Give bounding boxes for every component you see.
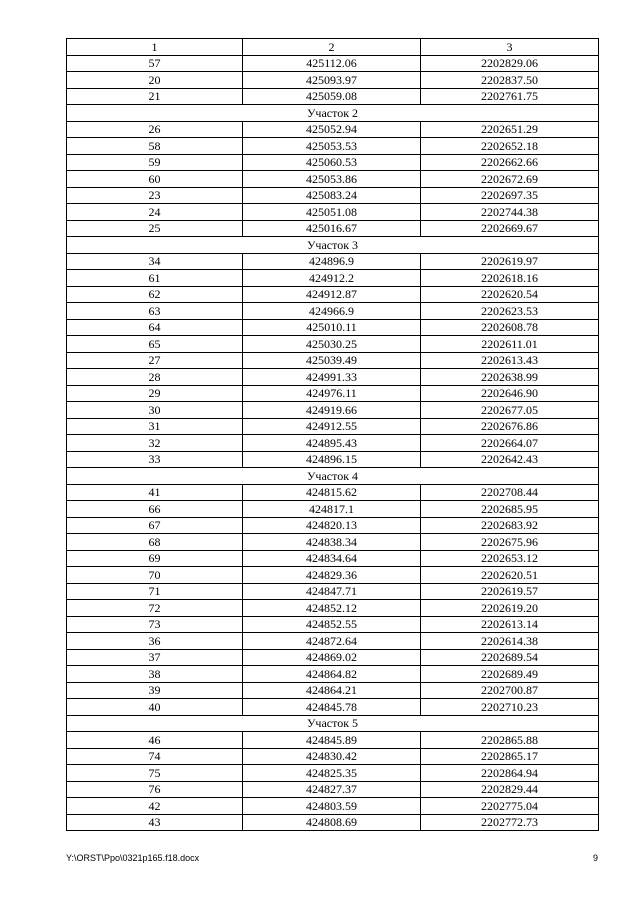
table-row	[67, 484, 599, 501]
table-row	[67, 435, 599, 452]
x-coordinate-cell: 425052.94	[243, 121, 421, 138]
point-number-cell: 65	[67, 336, 243, 353]
column-header-1: 1	[67, 39, 243, 56]
x-coordinate-cell: 424912.55	[243, 418, 421, 435]
x-coordinate-cell: 424845.78	[243, 699, 421, 716]
x-coordinate-cell: 424817.1	[243, 501, 421, 518]
point-number-cell: 43	[67, 814, 243, 831]
table-row	[67, 204, 599, 221]
table-row	[67, 385, 599, 402]
table-row	[67, 732, 599, 749]
x-coordinate-cell: 424829.36	[243, 567, 421, 584]
y-coordinate-cell: 2202829.06	[421, 55, 599, 72]
y-coordinate-cell: 2202689.49	[421, 666, 599, 683]
y-coordinate-cell: 2202620.51	[421, 567, 599, 584]
x-coordinate-cell: 425053.53	[243, 138, 421, 155]
x-coordinate-cell: 424852.55	[243, 616, 421, 633]
y-coordinate-cell: 2202710.23	[421, 699, 599, 716]
x-coordinate-cell: 424976.11	[243, 385, 421, 402]
point-number-cell: 31	[67, 418, 243, 435]
y-coordinate-cell: 2202772.73	[421, 814, 599, 831]
x-coordinate-cell: 425016.67	[243, 220, 421, 237]
y-coordinate-cell: 2202642.43	[421, 451, 599, 468]
y-coordinate-cell: 2202700.87	[421, 682, 599, 699]
x-coordinate-cell: 424919.66	[243, 402, 421, 419]
y-coordinate-cell: 2202685.95	[421, 501, 599, 518]
table-row	[67, 220, 599, 237]
table-row	[67, 303, 599, 320]
y-coordinate-cell: 2202708.44	[421, 484, 599, 501]
point-number-cell: 21	[67, 88, 243, 105]
y-coordinate-cell: 2202623.53	[421, 303, 599, 320]
y-coordinate-cell: 2202620.54	[421, 286, 599, 303]
y-coordinate-cell: 2202651.29	[421, 121, 599, 138]
table-row	[67, 138, 599, 155]
section-title: Участок 4	[67, 468, 599, 485]
table-row	[67, 55, 599, 72]
point-number-cell: 72	[67, 600, 243, 617]
table-row	[67, 534, 599, 551]
point-number-cell: 71	[67, 583, 243, 600]
y-coordinate-cell: 2202613.43	[421, 352, 599, 369]
x-coordinate-cell: 425051.08	[243, 204, 421, 221]
y-coordinate-cell: 2202837.50	[421, 72, 599, 89]
table-row	[67, 336, 599, 353]
section-row	[67, 237, 599, 254]
table-row	[67, 666, 599, 683]
point-number-cell: 34	[67, 253, 243, 270]
footer-file-path: Y:\ORST\Ppo\0321p165.f18.docx	[66, 853, 200, 863]
section-row	[67, 715, 599, 732]
point-number-cell: 76	[67, 781, 243, 798]
table-row	[67, 72, 599, 89]
point-number-cell: 40	[67, 699, 243, 716]
y-coordinate-cell: 2202608.78	[421, 319, 599, 336]
table-row	[67, 633, 599, 650]
point-number-cell: 25	[67, 220, 243, 237]
table-header-row	[67, 39, 599, 56]
point-number-cell: 66	[67, 501, 243, 518]
y-coordinate-cell: 2202689.54	[421, 649, 599, 666]
x-coordinate-cell: 425039.49	[243, 352, 421, 369]
table-row	[67, 765, 599, 782]
table-row	[67, 352, 599, 369]
point-number-cell: 58	[67, 138, 243, 155]
point-number-cell: 73	[67, 616, 243, 633]
point-number-cell: 30	[67, 402, 243, 419]
x-coordinate-cell: 424966.9	[243, 303, 421, 320]
point-number-cell: 57	[67, 55, 243, 72]
table-row	[67, 682, 599, 699]
x-coordinate-cell: 425083.24	[243, 187, 421, 204]
point-number-cell: 63	[67, 303, 243, 320]
x-coordinate-cell: 424815.62	[243, 484, 421, 501]
x-coordinate-cell: 424852.12	[243, 600, 421, 617]
point-number-cell: 68	[67, 534, 243, 551]
footer-page-number: 9	[592, 853, 598, 863]
table-row	[67, 748, 599, 765]
table-row	[67, 649, 599, 666]
y-coordinate-cell: 2202672.69	[421, 171, 599, 188]
x-coordinate-cell: 424845.89	[243, 732, 421, 749]
point-number-cell: 67	[67, 517, 243, 534]
y-coordinate-cell: 2202613.14	[421, 616, 599, 633]
point-number-cell: 37	[67, 649, 243, 666]
table-body	[67, 55, 599, 831]
point-number-cell: 60	[67, 171, 243, 188]
point-number-cell: 32	[67, 435, 243, 452]
table-row	[67, 88, 599, 105]
y-coordinate-cell: 2202611.01	[421, 336, 599, 353]
point-number-cell: 46	[67, 732, 243, 749]
table-row	[67, 253, 599, 270]
table-row	[67, 171, 599, 188]
y-coordinate-cell: 2202675.96	[421, 534, 599, 551]
column-header-3: 3	[421, 39, 599, 56]
table-row	[67, 600, 599, 617]
point-number-cell: 27	[67, 352, 243, 369]
y-coordinate-cell: 2202614.38	[421, 633, 599, 650]
x-coordinate-cell: 425010.11	[243, 319, 421, 336]
table-row	[67, 781, 599, 798]
x-coordinate-cell: 425053.86	[243, 171, 421, 188]
x-coordinate-cell: 424912.87	[243, 286, 421, 303]
section-title: Участок 3	[67, 237, 599, 254]
table-row	[67, 583, 599, 600]
x-coordinate-cell: 424820.13	[243, 517, 421, 534]
table-row	[67, 550, 599, 567]
point-number-cell: 75	[67, 765, 243, 782]
y-coordinate-cell: 2202653.12	[421, 550, 599, 567]
point-number-cell: 42	[67, 798, 243, 815]
table-row	[67, 616, 599, 633]
x-coordinate-cell: 424896.9	[243, 253, 421, 270]
section-title: Участок 2	[67, 105, 599, 122]
coordinates-table	[66, 38, 599, 831]
y-coordinate-cell: 2202618.16	[421, 270, 599, 287]
table-row	[67, 567, 599, 584]
y-coordinate-cell: 2202619.20	[421, 600, 599, 617]
y-coordinate-cell: 2202638.99	[421, 369, 599, 386]
x-coordinate-cell: 424895.43	[243, 435, 421, 452]
point-number-cell: 29	[67, 385, 243, 402]
y-coordinate-cell: 2202775.04	[421, 798, 599, 815]
x-coordinate-cell: 425093.97	[243, 72, 421, 89]
point-number-cell: 62	[67, 286, 243, 303]
x-coordinate-cell: 425112.06	[243, 55, 421, 72]
y-coordinate-cell: 2202865.17	[421, 748, 599, 765]
table-row	[67, 121, 599, 138]
point-number-cell: 24	[67, 204, 243, 221]
point-number-cell: 20	[67, 72, 243, 89]
point-number-cell: 61	[67, 270, 243, 287]
y-coordinate-cell: 2202677.05	[421, 402, 599, 419]
x-coordinate-cell: 424912.2	[243, 270, 421, 287]
table-row	[67, 501, 599, 518]
x-coordinate-cell: 424830.42	[243, 748, 421, 765]
x-coordinate-cell: 424825.35	[243, 765, 421, 782]
table-row	[67, 286, 599, 303]
table-row	[67, 418, 599, 435]
y-coordinate-cell: 2202761.75	[421, 88, 599, 105]
x-coordinate-cell: 424864.21	[243, 682, 421, 699]
point-number-cell: 36	[67, 633, 243, 650]
table-row	[67, 319, 599, 336]
table-row	[67, 402, 599, 419]
y-coordinate-cell: 2202676.86	[421, 418, 599, 435]
section-row	[67, 105, 599, 122]
x-coordinate-cell: 424838.34	[243, 534, 421, 551]
y-coordinate-cell: 2202829.44	[421, 781, 599, 798]
point-number-cell: 64	[67, 319, 243, 336]
point-number-cell: 23	[67, 187, 243, 204]
x-coordinate-cell: 424803.59	[243, 798, 421, 815]
y-coordinate-cell: 2202697.35	[421, 187, 599, 204]
table-row	[67, 451, 599, 468]
y-coordinate-cell: 2202864.94	[421, 765, 599, 782]
table-row	[67, 699, 599, 716]
point-number-cell: 28	[67, 369, 243, 386]
point-number-cell: 38	[67, 666, 243, 683]
table-row	[67, 814, 599, 831]
section-row	[67, 468, 599, 485]
table-row	[67, 154, 599, 171]
point-number-cell: 39	[67, 682, 243, 699]
x-coordinate-cell: 424834.64	[243, 550, 421, 567]
x-coordinate-cell: 425059.08	[243, 88, 421, 105]
y-coordinate-cell: 2202619.57	[421, 583, 599, 600]
y-coordinate-cell: 2202662.66	[421, 154, 599, 171]
y-coordinate-cell: 2202865.88	[421, 732, 599, 749]
x-coordinate-cell: 424896.15	[243, 451, 421, 468]
column-header-2: 2	[243, 39, 421, 56]
y-coordinate-cell: 2202669.67	[421, 220, 599, 237]
y-coordinate-cell: 2202744.38	[421, 204, 599, 221]
x-coordinate-cell: 425060.53	[243, 154, 421, 171]
y-coordinate-cell: 2202652.18	[421, 138, 599, 155]
x-coordinate-cell: 424872.64	[243, 633, 421, 650]
table-row	[67, 798, 599, 815]
section-title: Участок 5	[67, 715, 599, 732]
point-number-cell: 41	[67, 484, 243, 501]
x-coordinate-cell: 424808.69	[243, 814, 421, 831]
x-coordinate-cell: 424991.33	[243, 369, 421, 386]
y-coordinate-cell: 2202664.07	[421, 435, 599, 452]
y-coordinate-cell: 2202619.97	[421, 253, 599, 270]
point-number-cell: 69	[67, 550, 243, 567]
table-row	[67, 270, 599, 287]
point-number-cell: 33	[67, 451, 243, 468]
x-coordinate-cell: 424847.71	[243, 583, 421, 600]
x-coordinate-cell: 424864.82	[243, 666, 421, 683]
point-number-cell: 70	[67, 567, 243, 584]
point-number-cell: 26	[67, 121, 243, 138]
x-coordinate-cell: 424827.37	[243, 781, 421, 798]
point-number-cell: 74	[67, 748, 243, 765]
table-row	[67, 517, 599, 534]
x-coordinate-cell: 424869.02	[243, 649, 421, 666]
point-number-cell: 59	[67, 154, 243, 171]
y-coordinate-cell: 2202683.92	[421, 517, 599, 534]
table-row	[67, 187, 599, 204]
y-coordinate-cell: 2202646.90	[421, 385, 599, 402]
table-row	[67, 369, 599, 386]
x-coordinate-cell: 425030.25	[243, 336, 421, 353]
